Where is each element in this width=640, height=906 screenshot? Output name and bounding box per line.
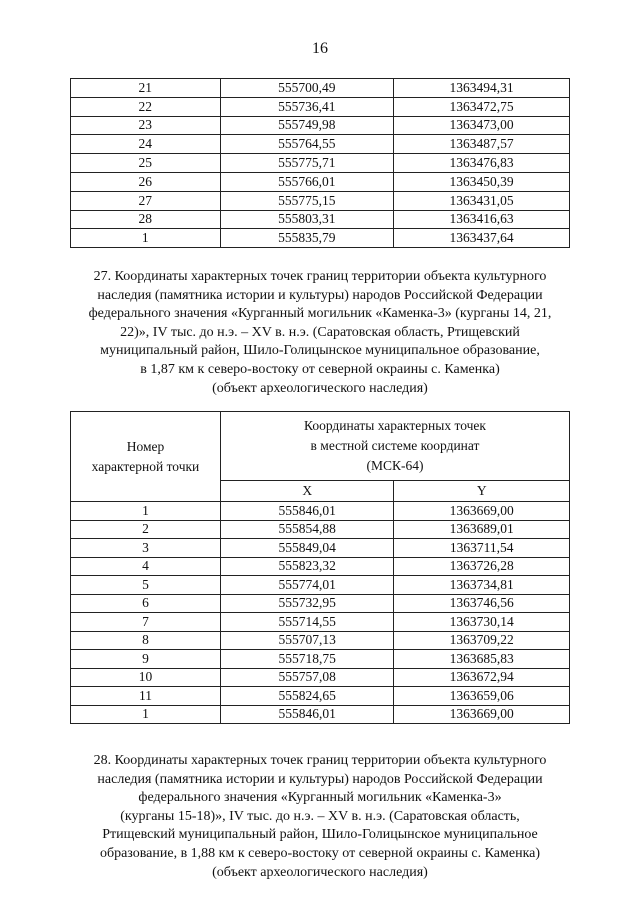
table-row [71, 539, 570, 558]
y-coordinate-cell: 1363669,00 [394, 705, 570, 724]
x-coordinate-cell: 555775,15 [220, 191, 394, 210]
table-row [71, 576, 570, 595]
x-coordinate-cell: 555764,55 [220, 135, 394, 154]
section-28-heading [60, 752, 580, 882]
y-coordinate-cell: 1363726,28 [394, 557, 570, 576]
x-coordinate-cell: 555775,71 [220, 154, 394, 173]
table-row [71, 631, 570, 650]
x-coordinate-cell: 555736,41 [220, 97, 394, 116]
heading-line: образование, в 1,88 км к северо-востоку от северной окраины с. Каменка) [99, 845, 541, 861]
point-number-cell: 6 [71, 594, 221, 613]
point-number-cell: 8 [71, 631, 221, 650]
y-coordinate-cell: 1363476,83 [394, 154, 570, 173]
point-number-header-line2: характерной точки [91, 458, 200, 474]
table2-body [71, 412, 570, 724]
section-27-heading [60, 268, 580, 398]
x-coordinate-cell: 555803,31 [220, 210, 394, 229]
heading-line: муниципальный район, Шило-Голицынское муниципальное образование, [100, 343, 540, 359]
heading-line: (объект археологического наследия) [212, 864, 428, 880]
table-header-row [71, 412, 570, 481]
x-coordinate-cell: 555846,01 [220, 502, 393, 521]
point-number-cell: 4 [71, 557, 221, 576]
table-row [71, 687, 570, 706]
coordinates-header-line1: Координаты характерных точек [304, 418, 486, 433]
y-coordinate-cell: 1363473,00 [394, 116, 570, 135]
y-coordinate-cell: 1363746,56 [394, 594, 570, 613]
point-number-cell: 11 [71, 687, 221, 706]
x-coordinate-cell: 555823,32 [220, 557, 393, 576]
x-coordinate-cell: 555757,08 [220, 668, 393, 687]
y-coordinate-cell: 1363669,00 [394, 502, 570, 521]
coordinates-header-line3: (МСК-64) [366, 458, 424, 473]
x-coordinate-cell: 555835,79 [220, 229, 394, 248]
point-number-cell: 27 [71, 191, 221, 210]
table-row [71, 116, 570, 135]
table-row [71, 135, 570, 154]
table-row [71, 650, 570, 669]
point-number-cell: 10 [71, 668, 221, 687]
y-coordinate-cell: 1363450,39 [394, 172, 570, 191]
y-coordinate-cell: 1363437,64 [394, 229, 570, 248]
x-coordinate-cell: 555854,88 [220, 520, 393, 539]
heading-line: федерального значения «Курганный могильник «Каменка-3» (курганы 14, 21, [88, 306, 552, 322]
point-number-header-line1: Номер [126, 438, 165, 454]
coordinates-table-27 [70, 411, 570, 724]
point-number-cell: 22 [71, 97, 221, 116]
y-coordinate-cell: 1363659,06 [394, 687, 570, 706]
y-coordinate-cell: 1363431,05 [394, 191, 570, 210]
point-number-cell: 3 [71, 539, 221, 558]
x-coordinate-cell: 555707,13 [220, 631, 393, 650]
point-number-cell: 1 [71, 705, 221, 724]
point-number-header [71, 412, 221, 502]
y-coordinate-cell: 1363734,81 [394, 576, 570, 595]
heading-line: (объект археологического наследия) [212, 380, 428, 396]
y-coordinate-cell: 1363487,57 [394, 135, 570, 154]
heading-line: наследия (памятника истории и культуры) народов Российской Федерации [97, 287, 543, 303]
x-coordinate-cell: 555732,95 [220, 594, 393, 613]
table-row [71, 97, 570, 116]
table-row [71, 557, 570, 576]
y-coordinate-cell: 1363472,75 [394, 97, 570, 116]
table-row [71, 79, 570, 98]
heading-line: 28. Координаты характерных точек границ территории объекта культурного [93, 753, 547, 768]
table-row [71, 191, 570, 210]
point-number-cell: 23 [71, 116, 221, 135]
table1-body [71, 79, 570, 248]
x-coordinate-cell: 555766,01 [220, 172, 394, 191]
y-coordinate-cell: 1363685,83 [394, 650, 570, 669]
point-number-cell: 28 [71, 210, 221, 229]
heading-line: 27. Координаты характерных точек границ территории объекта культурного [93, 269, 547, 284]
table-row [71, 502, 570, 521]
x-coordinate-cell: 555718,75 [220, 650, 393, 669]
x-coordinate-cell: 555700,49 [220, 79, 394, 98]
point-number-cell: 26 [71, 172, 221, 191]
coordinates-table-continued [70, 78, 570, 248]
x-coordinate-cell: 555774,01 [220, 576, 393, 595]
heading-line: наследия (памятника истории и культуры) народов Российской Федерации [97, 771, 543, 787]
point-number-cell: 5 [71, 576, 221, 595]
y-column-header: Y [394, 481, 570, 502]
heading-line: Ртищевский муниципальный район, Шило-Голицынское муниципальное [102, 827, 538, 843]
page-number: 16 [312, 40, 328, 57]
point-number-cell: 2 [71, 520, 221, 539]
x-column-header: X [220, 481, 393, 502]
table-row [71, 705, 570, 724]
table-row [71, 668, 570, 687]
table-row [71, 520, 570, 539]
point-number-cell: 24 [71, 135, 221, 154]
table-row [71, 154, 570, 173]
heading-line: федерального значения «Курганный могильник «Каменка-3» [138, 790, 502, 806]
y-coordinate-cell: 1363416,63 [394, 210, 570, 229]
point-number-cell: 1 [71, 229, 221, 248]
point-number-cell: 9 [71, 650, 221, 669]
x-coordinate-cell: 555824,65 [220, 687, 393, 706]
y-coordinate-cell: 1363689,01 [394, 520, 570, 539]
y-coordinate-cell: 1363709,22 [394, 631, 570, 650]
point-number-cell: 21 [71, 79, 221, 98]
coordinates-header-line2: в местной системе координат [310, 438, 480, 453]
x-coordinate-cell: 555849,04 [220, 539, 393, 558]
heading-line: в 1,87 км к северо-востоку от северной окраины с. Каменка) [140, 361, 500, 377]
point-number-cell: 1 [71, 502, 221, 521]
table-row [71, 229, 570, 248]
coordinates-header [220, 412, 569, 481]
x-coordinate-cell: 555714,55 [220, 613, 393, 632]
table-row [71, 594, 570, 613]
y-coordinate-cell: 1363711,54 [394, 539, 570, 558]
y-coordinate-cell: 1363672,94 [394, 668, 570, 687]
y-coordinate-cell: 1363730,14 [394, 613, 570, 632]
table-row [71, 613, 570, 632]
x-coordinate-cell: 555846,01 [220, 705, 393, 724]
heading-line: 22)», IV тыс. до н.э. – XV в. н.э. (Саратовская область, Ртищевский [120, 324, 520, 340]
y-coordinate-cell: 1363494,31 [394, 79, 570, 98]
point-number-cell: 7 [71, 613, 221, 632]
heading-line: (курганы 15-18)», IV тыс. до н.э. – XV в. н.э. (Саратовская область, [120, 808, 520, 824]
table-row [71, 210, 570, 229]
table-row [71, 172, 570, 191]
x-coordinate-cell: 555749,98 [220, 116, 394, 135]
point-number-cell: 25 [71, 154, 221, 173]
